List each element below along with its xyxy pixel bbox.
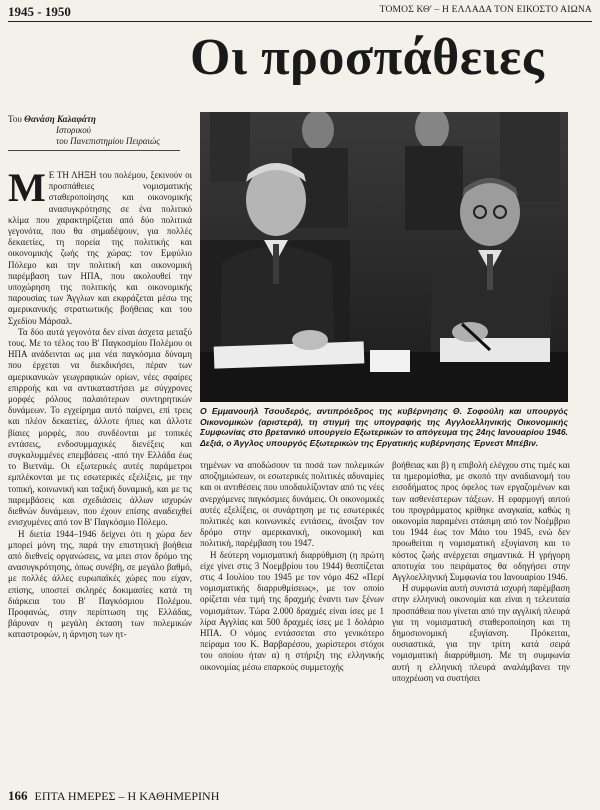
header-years: 1945 - 1950: [8, 4, 71, 19]
paragraph-3: Η διετία 1944–1946 δείχνει ότι η χώρα δεν μπορεί μόνη της, παρά την επιστητική βοήθεια από διεθνείς οργανώσεις, να μπει στον δρόμο της ανασυγκρότησης, όπως συνέβη, σε μεγάλο βαθμό, με πολλές άλλες ευρωπαϊκές χώρες που είχαν, επίσης, υποστεί σκληρές δοκιμασίες κατά τη διάρκεια του Β' Παγκόσμιου Πολέμου. Προφανώς, στην περίπτωση της Ελλάδας, βάρυναν η μεγάλη έκταση των πολεμικών καταστροφών, η άρνηση των ητ-: [8, 528, 192, 640]
paragraph-5: Η δεύτερη νομισματική διαρρύθμιση (η πρώτη είχε γίνει στις 3 Νοεμβρίου του 1944) θεσπίζεται στις 4 Ιουλίου του 1945 με τον νόμο 462 «Περί νομισματικής διαρρυθμίσεως», με τον οποίο ορίζεται νέα τιμή της δραχμής έναντι των ξένων νομισμάτων. Τώρα 2.000 δραχμές είναι ίσες με 1 λίρα Αγγλίας και 500 δραχμές ίσες με 1 δολάριο ΗΠΑ. Ο νόμος εντάσσεται στο γενικότερο πείραμα του Κ. Βαρβαρέσου, χωρίστεροι στόχοι του οποίου ήταν α) η στήριξη της ελληνικής οικονομίας μέσω επαρκούς συμμετοχής: [200, 549, 384, 672]
paragraph-1: Μ Ε ΤΗ ΛΗΞΗ του πολέμου, ξεκινούν οι προσπάθειες νομισματικής σταθεροποίησης και οικονομικής ανασυγκρότησης σε ένα πολιτικό κλίμα που χαρακτηρίζεται από δύο πολιτικά γεγονότα, που θα σημαδέψουν, για πολλές δεκαετίες, τη πορεία της πολιτικής και οικονομικής ζωής της χώρας: τον Εμφύλιο Πόλεμο και την πολιτική και οικονομική παρέμβαση των ΗΠΑ, που ακολουθεί την υποχώρηση της πολιτικής και οικονομικής παρουσίας των Άγγλων και εκφράζεται μέσω της αμερικανικής στρατιωτικής βοήθειας και του Σχεδίου Μάρσαλ.: [8, 170, 192, 326]
header-series-title: ΤΟΜΟΣ ΚΘ' – Η ΕΛΛΑΔΑ ΤΟΝ ΕΙΚΟΣΤΟ ΑΙΩΝΑ: [379, 5, 592, 15]
paragraph-2: Τα δύο αυτά γεγονότα δεν είναι άσχετα μεταξύ τους. Με το τέλος του Β' Παγκοσμίου Πολέμου οι ΗΠΑ ανάδεινται ως μια νέα παγκόσμια δύναμη που έρχεται να διεκδικήσει, πέραν των αμερικανικών γεωγραφικών ορίων, νέες σφαίρες επιρροής και να αντικαταστήσει με σύγχρονες μορφές ρόλους παλαιότερων συντηρητικών δυνάμεων. Το εγχείρημα αυτό παίρνει, επί τρεις και πλέον δεκαετίες, άλλοτε ήπιες και άλλοτε βίαιες μορφές, που συνδέονται με τοπικές εντάσεις, ενδοσυμμαχικές διενέξεις και συγκαλυμμένες επεμβάσεις -από την Ελλάδα έως το Βιετνάμ. Οι εξωτερικές αυτές παράμετροι εμπλέκονται με τις εσωτερικές εξελίξεις, με την τοπική, κοινωνική και ταξική δυναμική, και με τις παρεμβάσεις και σχεδιάσεις άλλων ισχυρών διεθνών δυνάμεων, που έχουν επίσης αναδειχθεί ενισχυμένες από τον Β' Παγκόσμιο Πόλεμο.: [8, 326, 192, 528]
author-name: Θανάση Καλαφάτη: [24, 114, 96, 124]
paragraph-4: τημένων να αποδώσουν τα ποσά των πολεμικών αποζημιώσεων, οι εσωτερικές πολιτικές αδυναμίες και οι αντιθέσεις που υποδαυλίζονταν από τις νέες ανερχόμενες παγκόσμιες δυνάμεις. Οι οικονομικές αυτές εξελίξεις, οι συνάρτηση με τις εσωτερικές πολιτικές και κοινωνικές εντάσεις, άνοιξαν τον δρόμο στην αμερικανική, οικονομική και πολιτική, παρέμβαση του 1947.: [200, 460, 384, 549]
publication-name: ΕΠΤΑ ΗΜΕΡΕΣ – Η ΚΑΘΗΜΕΡΙΝΗ: [34, 789, 220, 803]
author-role-1: Ιστορικού: [56, 125, 91, 135]
text-column-3: [392, 460, 570, 788]
photo-signing-scene: [200, 112, 568, 402]
paragraph-7: Η συμφωνία αυτή συνιστά ισχυρή παρέμβαση στην ελληνική οικονομία και είναι η τελευταία προσπάθεια που γίνεται από την αγγλική πλευρά για τη νομισματική σταθεροποίηση και τη δημοσιονομική εξυγίανση. Πρόκειται, ουσιαστικά, για την τρίτη κατά σειρά νομισματική διαρρύθμιση. Με τη συμφωνία αυτή η ελληνική πλευρά αναλάμβανει την υποχρέωση να συστήσει: [392, 583, 570, 683]
text-column-2: [200, 460, 384, 788]
author-byline: [8, 114, 160, 147]
page-number: 166: [8, 788, 28, 803]
author-prefix: Του: [8, 114, 25, 124]
historical-photo: [200, 112, 568, 402]
author-role-2: του Πανεπιστημίου Πειραιώς: [56, 136, 160, 146]
author-rule: [8, 150, 180, 151]
text-column-1: [8, 170, 192, 788]
photo-caption: Ο Εμμανουήλ Τσουδερός, αντιπρόεδρος της κυβέρνησης Θ. Σοφούλη και υπουργός Οικονομικών (αριστερά), τη στιγμή της υπογραφής της Αγγλοελληνικής Οικονομικής Συμφωνίας στο βρετανικό υπουργείο Εξωτερικών το απόγευμα της 24ης Ιανουαρίου 1946. Δεξιά, ο Άγγλος υπουργός Εξωτερικών της Εργατικής κυβέρνησης Έρνεστ Μπέβιν.: [200, 406, 568, 448]
page-footer: [8, 788, 219, 804]
drop-cap: Μ: [8, 170, 46, 210]
paragraph-6: βοήθειας και β) η επιβολή ελέγχου στις τιμές και τα ημερομίσθια, με σκοπό την αναδιανομή του εισοδήματος προς όφελος των εργαζομένων και των ασθενέστερων τάξεων. Η εφαρμογή αυτού του προγράμματος κρίθηκε αναγκαία, καθώς η οικονομία παραμένει στάσιμη από τον Νοέμβριο του 1944 έως τον Μάιο του 1945, ενώ δεν προωθείται η νομισματική εξυγίανση και το κόστος ζωής ανέρχεται σημαντικά. Η γρήγορη αποτυχία του πειράματος θα οδηγήσει στην Αγγλοελληνική Συμφωνία του Ιανουαρίου 1946.: [392, 460, 570, 583]
article-title: Οι προσπάθειες: [190, 29, 545, 86]
header-rule: [8, 21, 592, 22]
